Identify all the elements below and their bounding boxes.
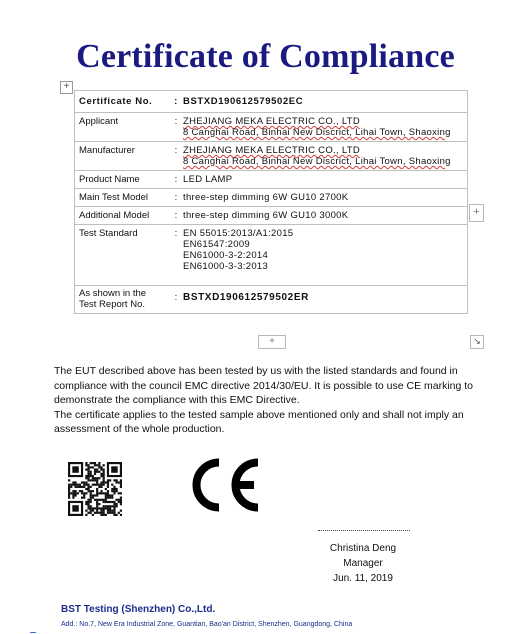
table-row bbox=[75, 286, 468, 314]
standard-item: EN61000-3-2:2014 bbox=[183, 250, 269, 261]
applicant-value bbox=[179, 113, 468, 142]
table-row bbox=[75, 189, 468, 207]
add-column-plus-icon[interactable]: + bbox=[469, 204, 484, 222]
standard-item: EN61000-3-3:2013 bbox=[183, 261, 269, 272]
table-row bbox=[75, 113, 468, 142]
signatory-role: Manager bbox=[343, 558, 383, 569]
signature-block bbox=[300, 541, 426, 586]
ce-mark-icon bbox=[186, 456, 262, 514]
footer-company: BST Testing (Shenzhen) Co.,Ltd. bbox=[61, 604, 216, 615]
add-row-plus-icon[interactable]: + bbox=[258, 335, 286, 349]
statement-paragraph: The certificate applies to the tested sample above mentioned only and shall not imply an assessment of the whole production. bbox=[54, 408, 464, 435]
ce-mark-label: CE bbox=[186, 456, 188, 457]
manufacturer-name: ZHEJIANG MEKA ELECTRIC CO., LTD bbox=[183, 145, 360, 156]
row-label: Certificate No. bbox=[75, 91, 174, 113]
row-label: Product Name bbox=[75, 171, 174, 189]
row-separator: : bbox=[173, 91, 179, 113]
statement-paragraph: The EUT described above has been tested by us with the listed standards and found in compliance with the council EMC directive 2014/30/EU. It is possible to use CE marking to demonstrate the compliance with this EMC Directive. bbox=[54, 365, 474, 406]
signatory-name: Christina Deng bbox=[329, 543, 397, 554]
test-report-number: BSTXD190612579502ER bbox=[179, 286, 468, 314]
row-separator: : bbox=[173, 142, 179, 171]
additional-model-value: three-step dimming 6W GU10 3000K bbox=[179, 207, 468, 225]
row-label bbox=[75, 286, 174, 314]
signature-line bbox=[318, 530, 410, 531]
table-row bbox=[75, 225, 468, 286]
row-label: Test Standard bbox=[75, 225, 174, 286]
row-label-line: Test Report No. bbox=[79, 298, 145, 310]
table-row bbox=[75, 142, 468, 171]
table-row bbox=[75, 171, 468, 189]
row-separator: : bbox=[173, 189, 179, 207]
table-resize-corner-icon[interactable]: ↘ bbox=[470, 335, 484, 349]
text-cursor-mark bbox=[30, 632, 36, 633]
row-separator: : bbox=[173, 113, 179, 142]
standard-item: EN61547:2009 bbox=[183, 239, 250, 250]
footer-address: Add.: No.7, New Era Industrial Zone, Guantian, Bao'an District, Shenzhen, Guangdong, China bbox=[61, 621, 353, 628]
row-separator: : bbox=[173, 286, 179, 314]
product-name-value: LED LAMP bbox=[179, 171, 468, 189]
row-separator: : bbox=[173, 207, 179, 225]
table-row bbox=[75, 207, 468, 225]
applicant-address: 8 Canghai Road, Binhai New Discrict, Lihai Town, Shaoxing bbox=[183, 127, 451, 138]
qr-cells bbox=[68, 462, 122, 516]
certificate-number: BSTXD190612579502EC bbox=[179, 91, 468, 113]
applicant-name: ZHEJIANG MEKA ELECTRIC CO., LTD bbox=[183, 116, 360, 127]
row-label: Manufacturer bbox=[75, 142, 174, 171]
qr-code-icon bbox=[68, 462, 122, 516]
signature-date: Jun. 11, 2019 bbox=[333, 573, 393, 584]
table-move-handle-icon[interactable]: + bbox=[60, 81, 73, 94]
row-label-line: As shown in the bbox=[79, 288, 147, 299]
row-label: Main Test Model bbox=[75, 189, 174, 207]
manufacturer-address: 8 Canghai Road, Binhai New Discrict, Lihai Town, Shaoxing bbox=[183, 156, 451, 167]
standard-item: EN 55015:2013/A1:2015 bbox=[183, 228, 294, 239]
manufacturer-value bbox=[179, 142, 468, 171]
table-row bbox=[75, 91, 468, 113]
document-title: Certificate of Compliance bbox=[76, 38, 455, 75]
test-standard-value bbox=[179, 225, 468, 286]
row-separator: : bbox=[173, 225, 179, 286]
row-label: Additional Model bbox=[75, 207, 174, 225]
row-label: Applicant bbox=[75, 113, 174, 142]
main-test-model-value: three-step dimming 6W GU10 2700K bbox=[179, 189, 468, 207]
row-separator: : bbox=[173, 171, 179, 189]
compliance-statement bbox=[54, 364, 494, 437]
certificate-table bbox=[74, 90, 468, 314]
